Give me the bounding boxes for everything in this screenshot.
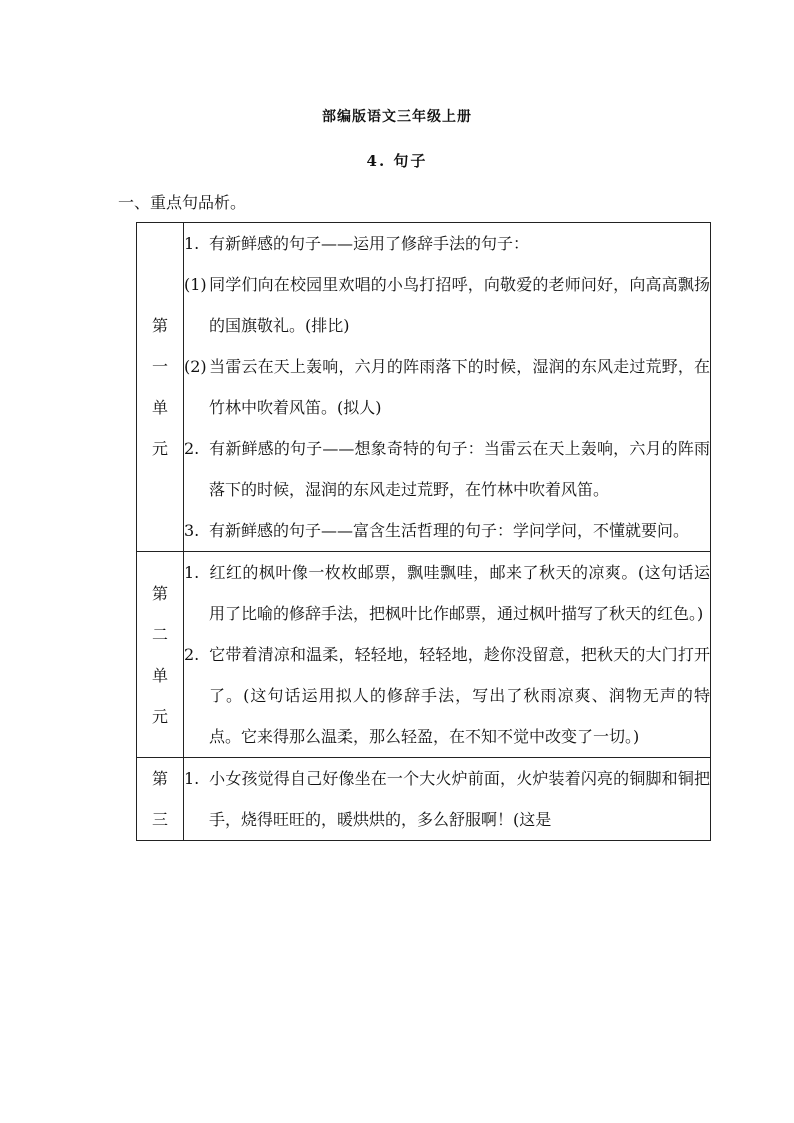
item-number: 2. bbox=[184, 645, 200, 664]
item-number: 1. bbox=[184, 234, 200, 253]
item-number: 3. bbox=[184, 521, 200, 540]
sentence-item bbox=[184, 346, 710, 428]
unit-label-char: 单 bbox=[151, 398, 168, 417]
item-text: 同学们向在校园里欢唱的小鸟打招呼，向敬爱的老师问好，向高高飘扬的国旗敬礼。(排比) bbox=[209, 275, 710, 335]
unit-row-3 bbox=[137, 758, 711, 841]
unit-label-char: 三 bbox=[151, 810, 168, 829]
item-text: 有新鲜感的句子——想象奇特的句子：当雷云在天上轰响，六月的阵雨落下的时候，湿润的东风走过荒野，在竹林中吹着风笛。 bbox=[209, 439, 710, 499]
lesson-title: 4. 句子 bbox=[366, 152, 428, 170]
unit-row-1 bbox=[137, 223, 711, 552]
unit-label-char: 第 bbox=[151, 583, 168, 603]
sentence-item bbox=[184, 510, 710, 551]
sentence-item bbox=[184, 223, 710, 264]
sentence-item bbox=[184, 634, 710, 757]
unit-row-2 bbox=[137, 552, 711, 758]
item-number: 2. bbox=[184, 439, 200, 458]
item-number: 1. bbox=[184, 563, 200, 582]
unit-label-char: 第 bbox=[151, 316, 168, 335]
header-title: 部编版语文三年级上册 bbox=[322, 109, 472, 125]
item-text: 小女孩觉得自己好像坐在一个大火炉前面，火炉装着闪亮的铜脚和铜把手，烧得旺旺的，暖烘烘的，多么舒服啊！(这是 bbox=[209, 769, 710, 829]
unit-label-cell bbox=[137, 552, 184, 758]
item-text: 有新鲜感的句子——富含生活哲理的句子：学问学问，不懂就要问。 bbox=[209, 521, 690, 540]
sentence-item bbox=[184, 264, 710, 346]
unit-label-char: 二 bbox=[151, 624, 168, 644]
unit-content-cell bbox=[184, 223, 711, 552]
section-title: 一、重点句品析。 bbox=[118, 193, 247, 212]
unit-label-char: 元 bbox=[151, 706, 168, 726]
item-number: 1. bbox=[184, 769, 200, 788]
item-text: 有新鲜感的句子——运用了修辞手法的句子： bbox=[209, 234, 530, 253]
item-number: (2) bbox=[184, 357, 207, 376]
item-text: 它带着清凉和温柔，轻轻地，轻轻地，趁你没留意，把秋天的大门打开了。(这句话运用拟人的修辞手法，写出了秋雨凉爽、润物无声的特点。它来得那么温柔，那么轻盈，在不知不觉中改变了一切。) bbox=[209, 645, 710, 746]
unit-label-cell bbox=[137, 758, 184, 841]
unit-content-cell bbox=[184, 758, 711, 841]
unit-label-char: 元 bbox=[151, 439, 168, 458]
sentence-item bbox=[184, 428, 710, 510]
unit-label-char: 单 bbox=[151, 665, 168, 685]
item-number: (1) bbox=[184, 275, 207, 294]
sentence-item bbox=[184, 758, 710, 840]
item-text: 当雷云在天上轰响，六月的阵雨落下的时候，湿润的东风走过荒野，在竹林中吹着风笛。(拟人) bbox=[209, 357, 710, 417]
item-text: 红红的枫叶像一枚枚邮票，飘哇飘哇，邮来了秋天的凉爽。(这句话运用了比喻的修辞手法，把枫叶比作邮票，通过枫叶描写了秋天的红色。) bbox=[209, 563, 710, 623]
unit-label-char: 第 bbox=[151, 769, 168, 788]
unit-label-char: 一 bbox=[151, 357, 168, 376]
sentence-analysis-table bbox=[136, 222, 711, 841]
unit-label-cell bbox=[137, 223, 184, 552]
sentence-item bbox=[184, 552, 710, 634]
unit-content-cell bbox=[184, 552, 711, 758]
